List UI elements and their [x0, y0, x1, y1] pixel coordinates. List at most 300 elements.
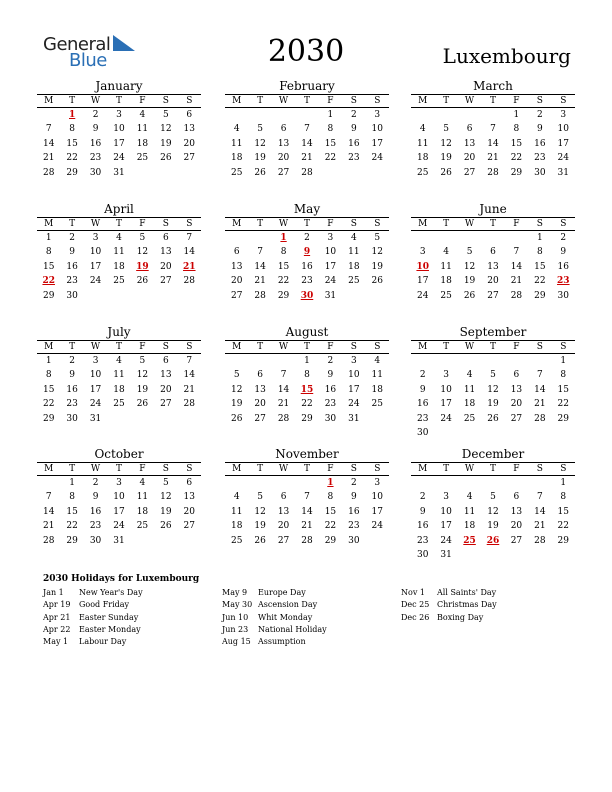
day-cell: 13 [277, 138, 290, 149]
day-cell: 24 [324, 276, 337, 287]
day-cell: 18 [136, 506, 149, 517]
day-cell: 14 [42, 506, 55, 517]
empty-cell [411, 108, 434, 122]
day-cell: 26 [463, 290, 476, 301]
holiday-day-cell: 30 [300, 290, 314, 301]
day-cell: 30 [324, 413, 337, 424]
day-cell: 10 [371, 492, 383, 503]
day-cell: 20 [277, 521, 290, 532]
day-cell: 6 [280, 124, 287, 135]
holiday-day-cell: 21 [183, 261, 196, 272]
day-cell: 21 [183, 384, 195, 395]
weekday-label: S [374, 342, 381, 352]
day-cell: 14 [301, 138, 313, 149]
day-cell: 31 [113, 535, 125, 546]
empty-cell [411, 354, 434, 368]
day-cell: 20 [487, 276, 499, 287]
holiday-date: Dec 26 [401, 612, 430, 622]
day-cell: 25 [463, 413, 476, 424]
day-cell: 10 [324, 247, 337, 258]
holiday-name: Assumption [258, 637, 306, 647]
day-cell: 24 [371, 521, 383, 532]
day-cell: 19 [160, 138, 172, 149]
day-cell: 8 [69, 492, 75, 503]
weekday-label: S [186, 464, 193, 474]
day-cell: 17 [89, 261, 102, 272]
weekday-label: W [278, 342, 289, 352]
day-cell: 8 [327, 124, 334, 135]
day-cell: 23 [534, 153, 546, 164]
day-cell: 7 [257, 247, 263, 258]
day-cell: 21 [534, 521, 546, 532]
day-grid [37, 108, 201, 180]
day-cell: 21 [301, 521, 313, 532]
weekday-label: M [44, 342, 54, 352]
holiday-item [401, 587, 497, 599]
day-cell: 21 [277, 399, 290, 410]
day-cell: 7 [45, 124, 52, 135]
weekday-label: W [90, 464, 101, 474]
day-cell: 11 [113, 370, 125, 381]
day-cell: 13 [254, 384, 266, 395]
month-january [37, 79, 201, 180]
holiday-day-cell: 10 [416, 261, 429, 272]
day-cell: 29 [66, 535, 78, 546]
weekday-label: F [139, 464, 146, 474]
day-cell: 12 [136, 247, 149, 258]
month-title: April [104, 202, 134, 216]
day-cell: 28 [277, 413, 290, 424]
day-grid [411, 354, 575, 440]
day-cell: 4 [139, 110, 146, 120]
holiday-day-cell: 1 [69, 110, 76, 120]
holiday-name: Boxing Day [437, 612, 484, 622]
day-cell: 1 [304, 356, 310, 366]
day-cell: 18 [463, 399, 476, 410]
day-cell: 6 [490, 247, 496, 258]
holiday-day-cell: 25 [463, 535, 476, 546]
day-cell: 3 [374, 478, 381, 488]
day-cell: 20 [160, 384, 172, 395]
holiday-column [401, 587, 497, 624]
day-cell: 2 [536, 110, 543, 120]
day-cell: 23 [89, 521, 102, 532]
holiday-name: Easter Sunday [79, 612, 139, 622]
weekday-label: T [69, 342, 76, 352]
empty-cell [411, 231, 434, 245]
day-cell: 16 [557, 261, 569, 272]
day-cell: 21 [534, 399, 546, 410]
day-cell: 22 [534, 276, 546, 287]
holiday-item [222, 587, 327, 599]
weekday-label: T [489, 219, 496, 229]
day-cell: 27 [463, 167, 476, 178]
holiday-day-cell: 15 [300, 384, 314, 395]
day-cell: 12 [160, 492, 172, 503]
month-december [411, 447, 575, 562]
day-cell: 20 [160, 261, 172, 272]
empty-cell [458, 354, 481, 368]
day-cell: 13 [230, 261, 243, 272]
day-cell: 3 [116, 478, 122, 488]
day-cell: 24 [440, 535, 452, 546]
day-cell: 14 [534, 384, 546, 395]
day-cell: 27 [230, 290, 243, 301]
day-cell: 15 [510, 138, 523, 149]
empty-cell [505, 354, 528, 368]
weekday-label: W [464, 342, 475, 352]
weekday-label: S [350, 342, 357, 352]
day-grid [411, 231, 575, 303]
day-cell: 10 [440, 506, 452, 517]
day-cell: 3 [560, 110, 567, 120]
day-cell: 15 [66, 138, 78, 149]
day-cell: 1 [69, 478, 75, 488]
day-cell: 17 [440, 521, 452, 532]
day-cell: 4 [139, 478, 146, 488]
holiday-date: Jun 10 [222, 612, 249, 622]
day-cell: 9 [419, 506, 426, 517]
empty-cell [458, 231, 481, 245]
day-cell: 7 [304, 124, 310, 135]
day-cell: 22 [324, 521, 337, 532]
day-cell: 26 [440, 167, 452, 178]
weekday-header [225, 217, 389, 231]
holiday-date: Jun 23 [222, 624, 249, 634]
day-cell: 7 [45, 492, 52, 503]
day-cell: 11 [230, 506, 243, 517]
day-cell: 9 [69, 247, 75, 258]
weekday-label: M [44, 219, 54, 229]
day-cell: 2 [69, 356, 75, 366]
day-cell: 18 [348, 261, 360, 272]
day-cell: 14 [510, 261, 523, 272]
month-september [411, 325, 575, 440]
empty-cell [481, 231, 504, 245]
day-cell: 24 [113, 521, 125, 532]
day-cell: 11 [136, 124, 149, 135]
weekday-label: S [536, 219, 543, 229]
day-cell: 12 [230, 384, 243, 395]
weekday-label: M [418, 219, 428, 229]
weekday-label: T [303, 464, 310, 474]
month-february [225, 79, 389, 180]
holiday-name: National Holiday [258, 624, 327, 634]
day-cell: 31 [557, 167, 569, 178]
day-cell: 15 [324, 506, 337, 517]
weekday-label: T [303, 219, 310, 229]
weekday-label: T [489, 464, 496, 474]
weekday-label: F [327, 96, 334, 106]
day-cell: 26 [136, 399, 149, 410]
day-cell: 2 [560, 233, 567, 243]
day-cell: 31 [89, 413, 102, 424]
holiday-date: Nov 1 [401, 588, 425, 597]
holiday-column [43, 587, 143, 648]
day-cell: 18 [371, 384, 383, 395]
day-cell: 14 [301, 506, 313, 517]
empty-cell [481, 354, 504, 368]
day-cell: 3 [92, 356, 99, 366]
day-cell: 20 [510, 399, 523, 410]
day-cell: 8 [280, 247, 287, 258]
weekday-label: S [350, 219, 357, 229]
day-cell: 23 [66, 276, 78, 287]
weekday-label: W [464, 219, 475, 229]
day-cell: 3 [374, 110, 381, 120]
holiday-item [401, 612, 497, 624]
day-cell: 23 [89, 153, 102, 164]
holiday-column [222, 587, 327, 648]
day-cell: 19 [371, 261, 383, 272]
day-cell: 5 [162, 478, 169, 488]
weekday-header [411, 94, 575, 108]
weekday-label: T [257, 96, 264, 106]
day-cell: 7 [536, 492, 543, 503]
holiday-day-cell: 9 [303, 247, 311, 258]
day-cell: 7 [186, 233, 193, 243]
day-cell: 31 [113, 167, 125, 178]
weekday-label: W [278, 464, 289, 474]
day-cell: 30 [66, 413, 78, 424]
day-grid [37, 476, 201, 548]
day-cell: 20 [183, 138, 195, 149]
day-cell: 5 [257, 124, 263, 135]
weekday-label: F [327, 342, 334, 352]
empty-cell [225, 231, 248, 245]
day-cell: 2 [69, 233, 75, 243]
empty-cell [458, 476, 481, 490]
day-cell: 15 [277, 261, 290, 272]
month-title: July [107, 325, 131, 339]
day-cell: 9 [350, 124, 357, 135]
day-cell: 22 [557, 399, 569, 410]
day-cell: 2 [350, 478, 357, 488]
empty-cell [37, 476, 60, 490]
day-cell: 17 [371, 506, 383, 517]
day-cell: 25 [371, 399, 383, 410]
day-cell: 21 [301, 153, 313, 164]
weekday-label: F [513, 96, 520, 106]
day-cell: 18 [463, 521, 476, 532]
day-cell: 12 [487, 384, 499, 395]
day-cell: 16 [66, 261, 78, 272]
day-cell: 27 [160, 276, 172, 287]
day-cell: 23 [348, 521, 360, 532]
day-cell: 30 [416, 427, 429, 438]
day-cell: 17 [324, 261, 337, 272]
day-cell: 24 [348, 399, 360, 410]
day-cell: 12 [487, 506, 499, 517]
day-cell: 10 [113, 124, 125, 135]
weekday-label: T [443, 342, 450, 352]
day-cell: 25 [440, 290, 452, 301]
empty-cell [481, 108, 504, 122]
day-cell: 9 [92, 492, 99, 503]
day-cell: 12 [440, 138, 452, 149]
month-title: May [293, 202, 321, 216]
day-cell: 19 [160, 506, 172, 517]
day-cell: 2 [304, 233, 310, 243]
weekday-label: M [44, 464, 54, 474]
weekday-label: S [162, 219, 169, 229]
day-cell: 6 [513, 492, 520, 503]
day-cell: 17 [416, 276, 429, 287]
weekday-label: T [257, 342, 264, 352]
empty-cell [272, 476, 295, 490]
day-cell: 2 [92, 478, 99, 488]
holiday-name: Christmas Day [437, 600, 497, 610]
day-cell: 28 [301, 535, 313, 546]
day-cell: 4 [233, 124, 240, 135]
day-cell: 13 [487, 261, 499, 272]
weekday-label: F [139, 219, 146, 229]
country-name: Luxembourg [442, 44, 571, 68]
empty-cell [248, 231, 271, 245]
day-cell: 10 [89, 370, 102, 381]
day-cell: 9 [92, 124, 99, 135]
weekday-header [37, 94, 201, 108]
day-cell: 3 [419, 247, 426, 258]
day-cell: 5 [162, 110, 169, 120]
weekday-label: F [513, 342, 520, 352]
month-july [37, 325, 201, 426]
day-cell: 22 [42, 399, 55, 410]
empty-cell [481, 476, 504, 490]
holiday-day-cell: 1 [280, 233, 287, 243]
month-november [225, 447, 389, 548]
day-cell: 19 [487, 399, 499, 410]
month-title: January [95, 79, 143, 93]
day-cell: 19 [440, 153, 452, 164]
day-cell: 16 [416, 521, 429, 532]
weekday-label: S [162, 96, 169, 106]
day-cell: 4 [443, 247, 449, 258]
day-cell: 16 [89, 138, 102, 149]
day-cell: 1 [45, 356, 52, 366]
weekday-label: M [418, 96, 428, 106]
weekday-label: S [186, 96, 193, 106]
day-cell: 28 [42, 167, 55, 178]
day-cell: 13 [183, 124, 195, 135]
day-cell: 3 [327, 233, 334, 243]
day-cell: 27 [510, 535, 523, 546]
day-cell: 22 [66, 521, 78, 532]
holiday-name: All Saints' Day [437, 588, 497, 597]
day-cell: 25 [230, 535, 243, 546]
weekday-label: F [139, 342, 146, 352]
day-cell: 18 [230, 153, 243, 164]
weekday-label: M [232, 342, 242, 352]
day-cell: 13 [277, 506, 290, 517]
day-cell: 20 [463, 153, 476, 164]
day-cell: 27 [510, 413, 523, 424]
day-cell: 20 [230, 276, 243, 287]
day-cell: 6 [186, 478, 193, 488]
weekday-label: S [536, 96, 543, 106]
weekday-header [37, 217, 201, 231]
day-cell: 17 [557, 138, 569, 149]
holiday-name: New Year's Day [79, 588, 143, 597]
empty-cell [434, 231, 457, 245]
day-cell: 26 [160, 153, 172, 164]
day-cell: 28 [534, 535, 546, 546]
day-cell: 8 [45, 370, 52, 381]
day-cell: 7 [304, 492, 310, 503]
weekday-label: W [464, 464, 475, 474]
weekday-label: T [489, 96, 496, 106]
empty-cell [225, 108, 248, 122]
weekday-header [37, 462, 201, 476]
day-cell: 26 [371, 276, 383, 287]
day-cell: 16 [534, 138, 546, 149]
day-cell: 24 [371, 153, 383, 164]
day-cell: 11 [136, 492, 149, 503]
day-cell: 28 [301, 167, 313, 178]
day-cell: 20 [254, 399, 266, 410]
weekday-label: W [464, 96, 475, 106]
day-cell: 18 [440, 276, 452, 287]
day-cell: 30 [557, 290, 569, 301]
month-april [37, 202, 201, 303]
day-cell: 27 [277, 167, 290, 178]
day-cell: 31 [324, 290, 337, 301]
day-cell: 29 [557, 535, 569, 546]
day-cell: 3 [92, 233, 99, 243]
weekday-label: T [443, 96, 450, 106]
day-cell: 12 [254, 138, 266, 149]
day-cell: 17 [113, 138, 125, 149]
day-cell: 21 [254, 276, 266, 287]
weekday-label: F [139, 96, 146, 106]
day-cell: 19 [254, 153, 266, 164]
day-cell: 8 [304, 370, 310, 381]
weekday-label: T [257, 219, 264, 229]
holiday-item [401, 599, 497, 611]
day-cell: 4 [466, 492, 473, 503]
month-title: February [279, 79, 335, 93]
empty-cell [505, 231, 528, 245]
holiday-item [222, 612, 327, 624]
day-cell: 16 [348, 138, 360, 149]
day-cell: 15 [42, 261, 55, 272]
weekday-label: S [374, 96, 381, 106]
month-title: March [473, 79, 513, 93]
day-cell: 25 [113, 399, 125, 410]
holiday-day-cell: 26 [486, 535, 500, 546]
day-cell: 20 [183, 506, 195, 517]
day-cell: 20 [510, 521, 523, 532]
day-cell: 27 [254, 413, 266, 424]
month-title: December [461, 447, 525, 461]
day-cell: 1 [513, 110, 520, 120]
day-grid [225, 476, 389, 548]
day-cell: 15 [66, 506, 78, 517]
holiday-item [43, 599, 143, 611]
day-cell: 11 [113, 247, 125, 258]
empty-cell [295, 476, 318, 490]
day-cell: 11 [348, 247, 360, 258]
weekday-header [411, 217, 575, 231]
weekday-header [411, 462, 575, 476]
day-cell: 8 [327, 492, 334, 503]
day-cell: 27 [183, 153, 195, 164]
day-cell: 22 [324, 153, 337, 164]
month-may [225, 202, 389, 303]
day-cell: 23 [416, 413, 429, 424]
day-cell: 5 [490, 492, 496, 503]
day-cell: 9 [536, 124, 543, 135]
